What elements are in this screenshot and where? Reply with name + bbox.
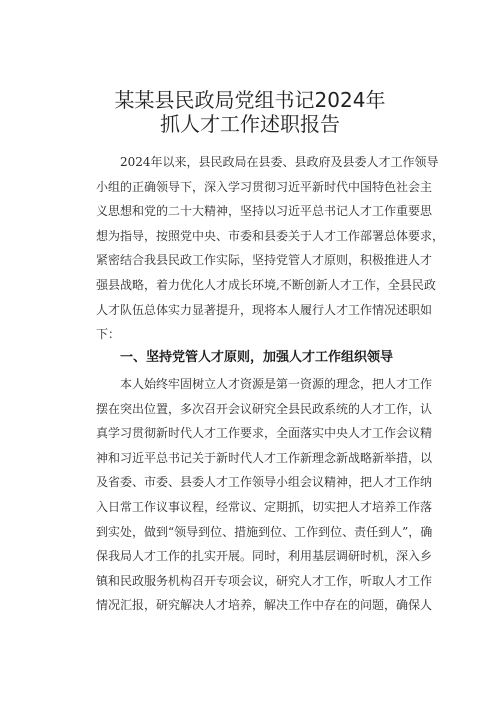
document-title-line-1: 某某县民政局党组书记2024年 xyxy=(114,88,386,112)
intro-line: 2024年以来，县民政局在县委、县政府及县委人才工作领导 xyxy=(120,155,439,169)
document-title-line-2: 抓人才工作述职报告 xyxy=(160,112,340,136)
intro-line: 小组的正确领导下，深入学习贯彻习近平新时代中国特色社会主 xyxy=(96,179,433,194)
section-1-line: 及省委、市委、县委人才工作领导小组会议精神，把人才工作纳 xyxy=(96,475,433,490)
section-1-line: 镇和民政服务机构召开专项会议，研究人才工作，听取人才工作 xyxy=(96,573,433,588)
section-1-heading: 一、坚持党管人才原则，加强人才工作组织领导 xyxy=(120,350,394,365)
section-1-line: 本人始终牢固树立人才资源是第一资源的理念，把人才工作 xyxy=(120,377,433,391)
section-1-line: 真学习贯彻新时代人才工作要求，全面落实中央人才工作会议精 xyxy=(96,426,433,441)
section-1-line: 神和习近平总书记关于新时代人才工作新理念新战略新举措，以 xyxy=(96,450,433,465)
section-1-line: 到实处，做到“领导到位、措施到位、工作到位、责任到人”，确 xyxy=(96,524,433,539)
intro-line: 下： xyxy=(96,327,121,342)
section-1-paragraph xyxy=(96,372,433,618)
intro-line: 人才队伍总体实力显著提升，现将本人履行人才工作情况述职如 xyxy=(96,302,433,317)
intro-paragraph xyxy=(96,150,445,347)
intro-line: 义思想和党的二十大精神，坚持以习近平总书记人才工作重要思 xyxy=(96,204,433,219)
section-1-line: 摆在突出位置，多次召开会议研究全县民政系统的人才工作，认 xyxy=(96,401,433,416)
intro-line: 想为指导，按照党中央、市委和县委关于人才工作部署总体要求， xyxy=(96,228,445,243)
section-1-line: 入日常工作议事议程，经常议、定期抓，切实把人才培养工作落 xyxy=(96,499,433,514)
section-1-line: 情况汇报，研究解决人才培养，解决工作中存在的问题，确保人 xyxy=(96,598,433,613)
intro-line: 紧密结合我县民政工作实际，坚持党管人才原则，积极推进人才 xyxy=(96,253,433,268)
section-1-line: 保我局人才工作的扎实开展。同时，利用基层调研时机，深入乡 xyxy=(96,549,433,564)
intro-line: 强县战略，着力优化人才成长环境,不断创新人才工作，全县民政 xyxy=(96,277,436,292)
